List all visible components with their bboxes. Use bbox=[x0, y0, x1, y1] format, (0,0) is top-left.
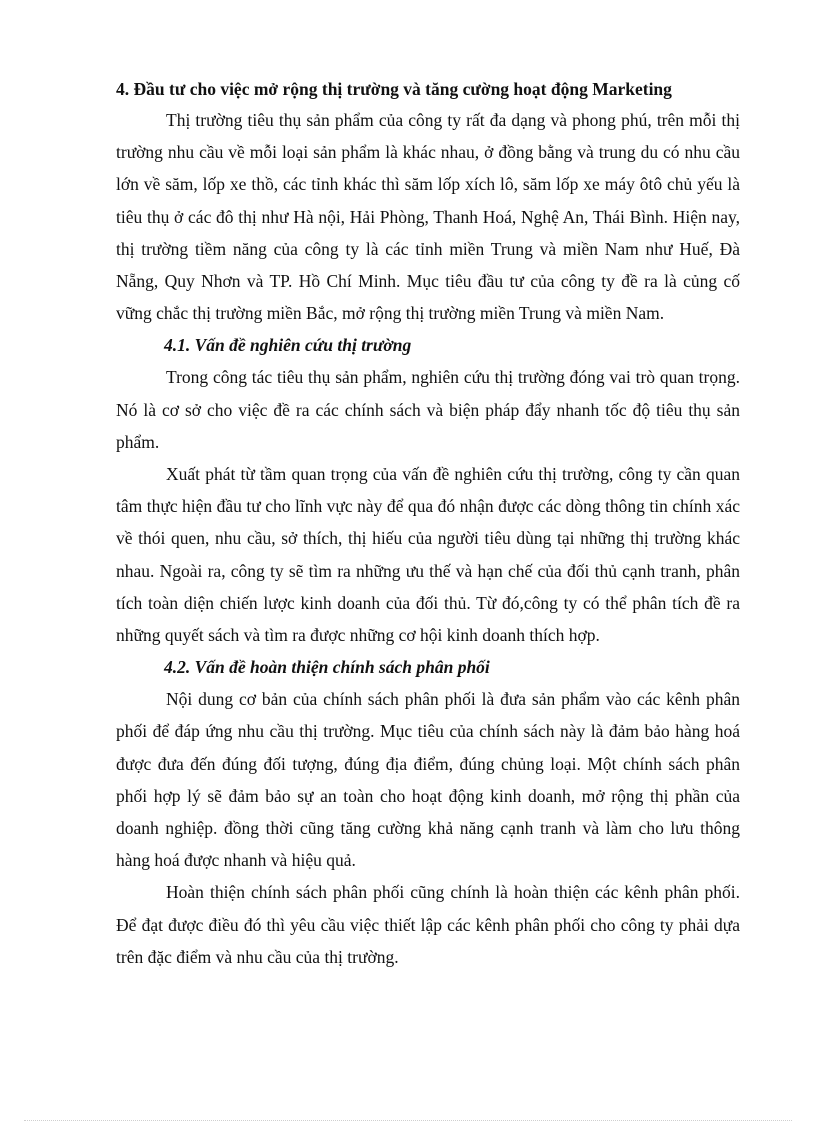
paragraph-market-research-intro: Trong công tác tiêu thụ sản phẩm, nghiên cứu thị trường đóng vai trò quan trọng. Nó là cơ sở cho việc đề ra các chính sách và biện pháp đẩy nhanh tốc độ tiêu thụ sản phẩm. bbox=[116, 367, 740, 452]
paragraph-market-overview: Thị trường tiêu thụ sản phẩm của công ty rất đa dạng và phong phú, trên mỗi thị trường nhu cầu về mỗi loại sản phẩm là khác nhau, ở đồng bằng và trung du có nhu cầu lớn về săm, lốp xe thồ, các tỉnh khác thì săm lốp xích lô, săm lốp xe máy ôtô chủ yếu là tiêu thụ ở các đô thị như Hà nội, Hải Phòng, Thanh Hoá, Nghệ An, Thái Bình. Hiện nay, thị trường tiềm năng của công ty là các tỉnh miền Trung và miền Nam như Huế, Đà Nẵng, Quy Nhơn và TP. Hồ Chí Minh. Mục tiêu đầu tư của công ty đề ra là củng cố vững chắc thị trường miền Bắc, mở rộng thị trường miền Trung và miền Nam. bbox=[116, 110, 740, 324]
paragraph-distribution-policy-detail: Hoàn thiện chính sách phân phối cũng chính là hoàn thiện các kênh phân phối. Để đạt được điều đó thì yêu cầu việc thiết lập các kênh phân phối cho công ty phải dựa trên đặc điểm và nhu cầu của thị trường. bbox=[116, 882, 740, 967]
page-bottom-divider bbox=[24, 1120, 792, 1121]
paragraph-market-research-detail: Xuất phát từ tầm quan trọng của vấn đề nghiên cứu thị trường, công ty cần quan tâm thực hiện đầu tư cho lĩnh vực này để qua đó nhận được các dòng thông tin chính xác về thói quen, nhu cầu, sở thích, thị hiếu của người tiêu dùng tại những thị trường khác nhau. Ngoài ra, công ty sẽ tìm ra những ưu thế và hạn chế của đối thủ cạnh tranh, phân tích toàn diện chiến lược kinh doanh của đối thủ. Từ đó,công ty có thể phân tích đề ra những quyết sách và tìm ra được những cơ hội kinh doanh thích hợp. bbox=[116, 464, 740, 646]
paragraph-distribution-policy-intro: Nội dung cơ bản của chính sách phân phối là đưa sản phẩm vào các kênh phân phối để đáp ứng nhu cầu thị trường. Mục tiêu của chính sách này là đảm bảo hàng hoá được đưa đến đúng đối tượng, đúng địa điểm, đúng chủng loại. Một chính sách phân phối hợp lý sẽ đảm bảo sự an toàn cho hoạt động kinh doanh, mở rộng thị phần của doanh nghiệp. đồng thời cũng tăng cường khả năng cạnh tranh và làm cho lưu thông hàng hoá được nhanh và hiệu quả. bbox=[116, 689, 740, 871]
subsection-heading-market-research: 4.1. Vấn đề nghiên cứu thị trường bbox=[164, 335, 412, 356]
section-heading: 4. Đầu tư cho việc mở rộng thị trường và tăng cường hoạt động Marketing bbox=[116, 79, 672, 99]
subsection-heading-distribution-policy: 4.2. Vấn đề hoàn thiện chính sách phân phối bbox=[164, 657, 490, 678]
document-page bbox=[116, 74, 740, 973]
